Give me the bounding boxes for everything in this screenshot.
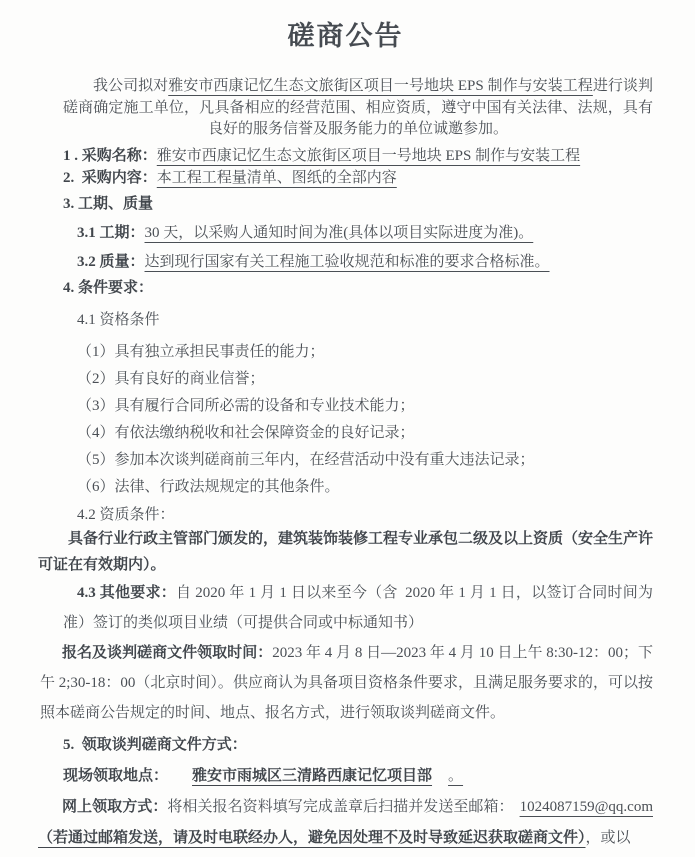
online-pickup-text: 将相关报名资料填写完成盖章后扫描并发送至邮箱： xyxy=(167,798,514,815)
qualification-item-3: （3）具有履行合同所必需的设备和专业技术能力； xyxy=(77,397,415,414)
duration-label: 3.1 工期： xyxy=(77,224,145,241)
other-requirements-line xyxy=(63,578,653,638)
credential-body: 具备行业行政主管部门颁发的，建筑装饰装修工程专业承包二级及以上资质（安全生产许可证在有效期内）。 xyxy=(38,530,654,573)
online-pickup-line xyxy=(38,792,653,854)
document-title: 磋商公告 xyxy=(287,21,404,51)
requirements-heading xyxy=(63,277,653,299)
purchase-name-line xyxy=(63,145,653,167)
quality-line xyxy=(77,251,653,273)
credential-heading: 4.2 资质条件： xyxy=(77,506,175,523)
other-requirements-body: 自 2020 年 1 月 1 日以来至今（含 2020 年 1 月 1 日，以签订合同时间为准）签订的类似项目业绩（可提供合同或中标通知书） xyxy=(63,584,653,631)
purchase-name-label: 1 . 采购名称： xyxy=(63,147,157,164)
online-pickup-email: 1024087159@qq.com xyxy=(519,798,653,815)
signup-time-line xyxy=(40,638,653,728)
onsite-pickup-label: 现场领取地点： xyxy=(63,767,169,784)
qualification-item-5: （5）参加本次谈判磋商前三年内，在经营活动中没有重大违法记录； xyxy=(77,451,535,468)
signup-time-label: 报名及谈判磋商文件领取时间： xyxy=(62,644,273,661)
obtain-method-heading-text: 5. 领取谈判磋商文件方式： xyxy=(63,736,247,753)
signup-time-body: 2023 年 4 月 8 日—2023 年 4 月 10 日上午 8:30-12：00；下午 2;30-18：00（北京时间）。供应商认为具备项目资格条件要求，且满足服务要求的，可以按照本磋商公告规定的时间、地点、报名方式，进行领取谈判磋商文件。 xyxy=(40,644,653,721)
purchase-content-value: 本工程工程量清单、图纸的全部内容 xyxy=(156,169,397,186)
online-pickup-tail: ，或以 xyxy=(585,829,631,846)
purchase-content-line xyxy=(63,167,653,189)
qualification-heading: 4.1 资格条件 xyxy=(77,311,160,328)
intro-rest: 进行谈判磋商确定施工单位，凡具备相应的经营范围、相应资质，遵守中国有关法律、法规，具有良好的服务信誉及服务能力的单位诚邀参加。 xyxy=(63,78,653,137)
other-requirements-label: 4.3 其他要求： xyxy=(77,584,177,601)
obtain-method-heading xyxy=(63,730,653,761)
schedule-quality-heading xyxy=(63,193,653,215)
purchase-name-value: 雅安市西康记忆生态文旅街区项目一号地块 EPS 制作与安装工程 xyxy=(156,147,581,164)
qualification-item-1: （1）具有独立承担民事责任的能力； xyxy=(77,343,325,360)
onsite-pickup-line xyxy=(63,761,653,792)
onsite-pickup-address: 雅安市雨城区三清路西康记忆项目部 xyxy=(192,767,433,784)
requirements-heading-text: 4. 条件要求： xyxy=(63,279,154,296)
purchase-content-label: 2. 采购内容： xyxy=(63,169,157,186)
qualification-item-2: （2）具有良好的商业信誉； xyxy=(77,370,265,387)
duration-value: 30 天，以采购人通知时间为准(具体以项目实际进度为准)。 xyxy=(144,224,534,241)
schedule-quality-heading-text: 3. 工期、质量 xyxy=(63,195,154,212)
online-pickup-label: 网上领取方式： xyxy=(62,798,168,815)
onsite-pickup-suffix: 。 xyxy=(448,767,464,784)
duration-line xyxy=(77,222,653,244)
quality-value: 达到现行国家有关工程施工验收规范和标准的要求合格标准。 xyxy=(144,253,550,270)
online-pickup-note: （若通过邮箱发送，请及时电联经办人，避免因处理不及时导致延迟获取磋商文件） xyxy=(38,829,586,846)
intro-paragraph xyxy=(63,76,653,141)
intro-prefix: 我公司拟对 xyxy=(93,78,169,94)
intro-project-name: 雅安市西康记忆生态文旅街区项目一号地块 EPS 制作与安装工程 xyxy=(168,78,593,94)
qualification-item-6: （6）法律、行政法规规定的其他条件。 xyxy=(77,478,340,495)
quality-label: 3.2 质量： xyxy=(77,253,145,270)
qualification-item-4: （4）有依法缴纳税收和社会保障资金的良好记录； xyxy=(77,424,415,441)
